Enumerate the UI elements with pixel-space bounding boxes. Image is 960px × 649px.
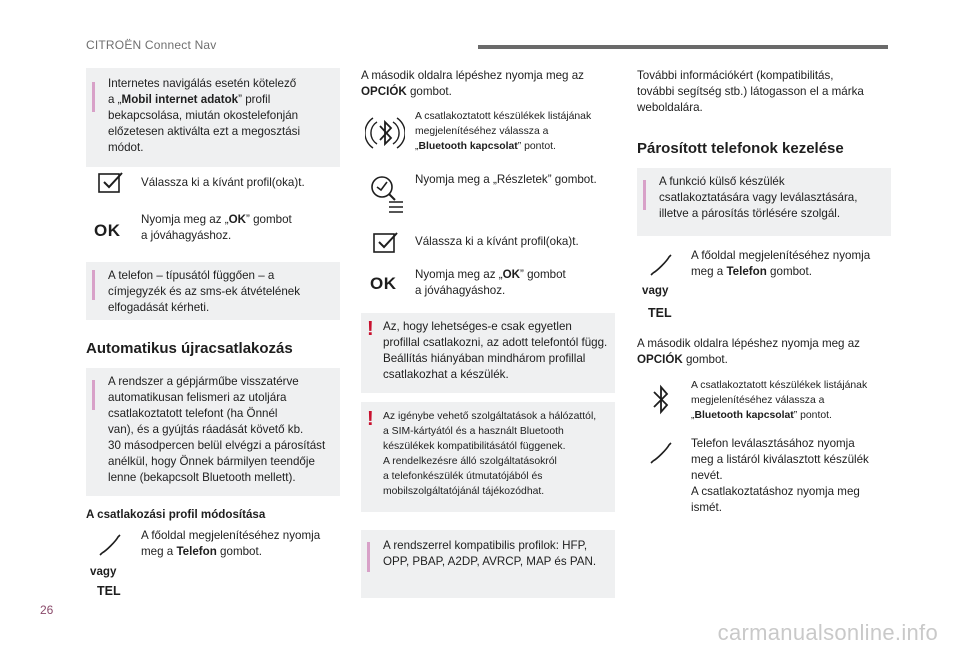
ok-icon: OK <box>370 274 397 293</box>
step-confirm-ok: Nyomja meg az „OK” gombot a jóváhagyáshoz. <box>141 213 292 242</box>
info-marker <box>92 82 95 112</box>
info-marker <box>367 542 370 572</box>
info-box-paired: A funkció külső készülék csatlakoztatására vagy leválasztására, illetve a párosítás törlésére szolgál. <box>637 168 891 236</box>
step-select-profile-2: Válassza ki a kívánt profil(oka)t. <box>415 235 579 248</box>
step-disconnect: Telefon leválasztásához nyomja meg a listáról kiválasztott készülék nevét. A csatlakoztatáshoz nyomja meg ismét. <box>691 437 869 514</box>
subheading-profile-change: A csatlakozási profil módosítása <box>86 508 266 521</box>
watermark: carmanualsonline.info <box>717 620 938 645</box>
intro-website: További információkért (kompatibilitás, további segítség stb.) látogasson el a márka weboldalára. <box>637 69 864 114</box>
details-search-icon <box>367 172 405 214</box>
checkbox-select-icon <box>373 232 399 254</box>
heading-paired-phones: Párosított telefonok kezelése <box>637 140 844 157</box>
or-label: vagy <box>642 284 669 297</box>
tel-button-icon: TEL <box>648 306 672 320</box>
header-rule <box>478 45 888 49</box>
step-phone-home: A főoldal megjelenítéséhez nyomja meg a Telefon gombot. <box>141 529 321 558</box>
or-label: vagy <box>90 565 117 578</box>
info-marker <box>92 270 95 300</box>
info-marker <box>643 180 646 210</box>
bluetooth-icon <box>365 110 405 156</box>
tel-button-icon: TEL <box>97 584 121 598</box>
step-phone-home-2: A főoldal megjelenítéséhez nyomja meg a Telefon gombot. <box>691 249 871 278</box>
page-number: 26 <box>40 603 54 617</box>
phone-handset-icon <box>649 253 673 277</box>
step-confirm-ok-2: Nyomja meg az „OK” gombot a jóváhagyáshoz. <box>415 268 566 297</box>
checkbox-select-icon <box>98 172 124 194</box>
info-marker <box>92 380 95 410</box>
running-header: CITROËN Connect Nav <box>86 38 217 52</box>
warning-box-profile: ! Az, hogy lehetséges-e csak egyetlen profillal csatlakozni, az adott telefontól függ. Beállítás hiányában mindhárom profillal csatlakozhat a készülék. <box>361 313 615 393</box>
intro-options-2: A második oldalra lépéshez nyomja meg az OPCIÓK gombot. <box>637 337 860 366</box>
ok-icon: OK <box>94 221 121 240</box>
step-select-profile: Válassza ki a kívánt profil(oka)t. <box>141 176 305 189</box>
device-name-icon <box>649 441 673 465</box>
warning-marker: ! <box>367 318 374 340</box>
heading-auto-reconnect: Automatikus újracsatlakozás <box>86 340 293 357</box>
intro-options: A második oldalra lépéshez nyomja meg az OPCIÓK gombot. <box>361 69 584 98</box>
info-box-mobile-data: Internetes navigálás esetén kötelező a „Mobil internet adatok” profil bekapcsolása, miután okostelefonján előzetesen aktiválta ezt a megosztási módot. <box>86 68 340 167</box>
step-bluetooth-list-2: A csatlakoztatott készülékek listájának megjelenítéséhez válassza a „Bluetooth kapcsolat” pontot. <box>691 380 868 421</box>
info-box-profiles: A rendszerrel kompatibilis profilok: HFP, OPP, PBAP, A2DP, AVRCP, MAP és PAN. <box>361 530 615 598</box>
warning-box-services: ! Az igénybe vehető szolgáltatások a hálózattól, a SIM-kártyától és a használt Bluetooth készülékek kompatibilitásától függenek. A rendelkezésre álló szolgáltatásokról a telefonkészülék útmutatójából és mobilszolgáltatójánál tájékozódhat. <box>361 402 615 512</box>
step-details: Nyomja meg a „Részletek” gombot. <box>415 173 597 186</box>
warning-marker: ! <box>367 408 374 430</box>
info-box-phone-contacts: A telefon – típusától függően – a címjegyzék és az sms-ek átvételének elfogadását kérheti. <box>86 262 340 320</box>
phone-handset-icon <box>98 533 122 557</box>
bluetooth-icon <box>649 383 675 417</box>
step-bluetooth-list: A csatlakoztatott készülékek listájának megjelenítéséhez válassza a „Bluetooth kapcsolat” pontot. <box>415 111 592 152</box>
info-box-auto-reconnect: A rendszer a gépjárműbe visszatérve automatikusan felismeri az utoljára csatlakoztatott telefont (ha Önnél van), és a gyújtás ráadását követő kb. 30 másodpercen belül elvégzi a párosítást anélkül, hogy Önnek bármilyen teendője lenne (bekapcsolt Bluetooth mellett). <box>86 368 340 496</box>
